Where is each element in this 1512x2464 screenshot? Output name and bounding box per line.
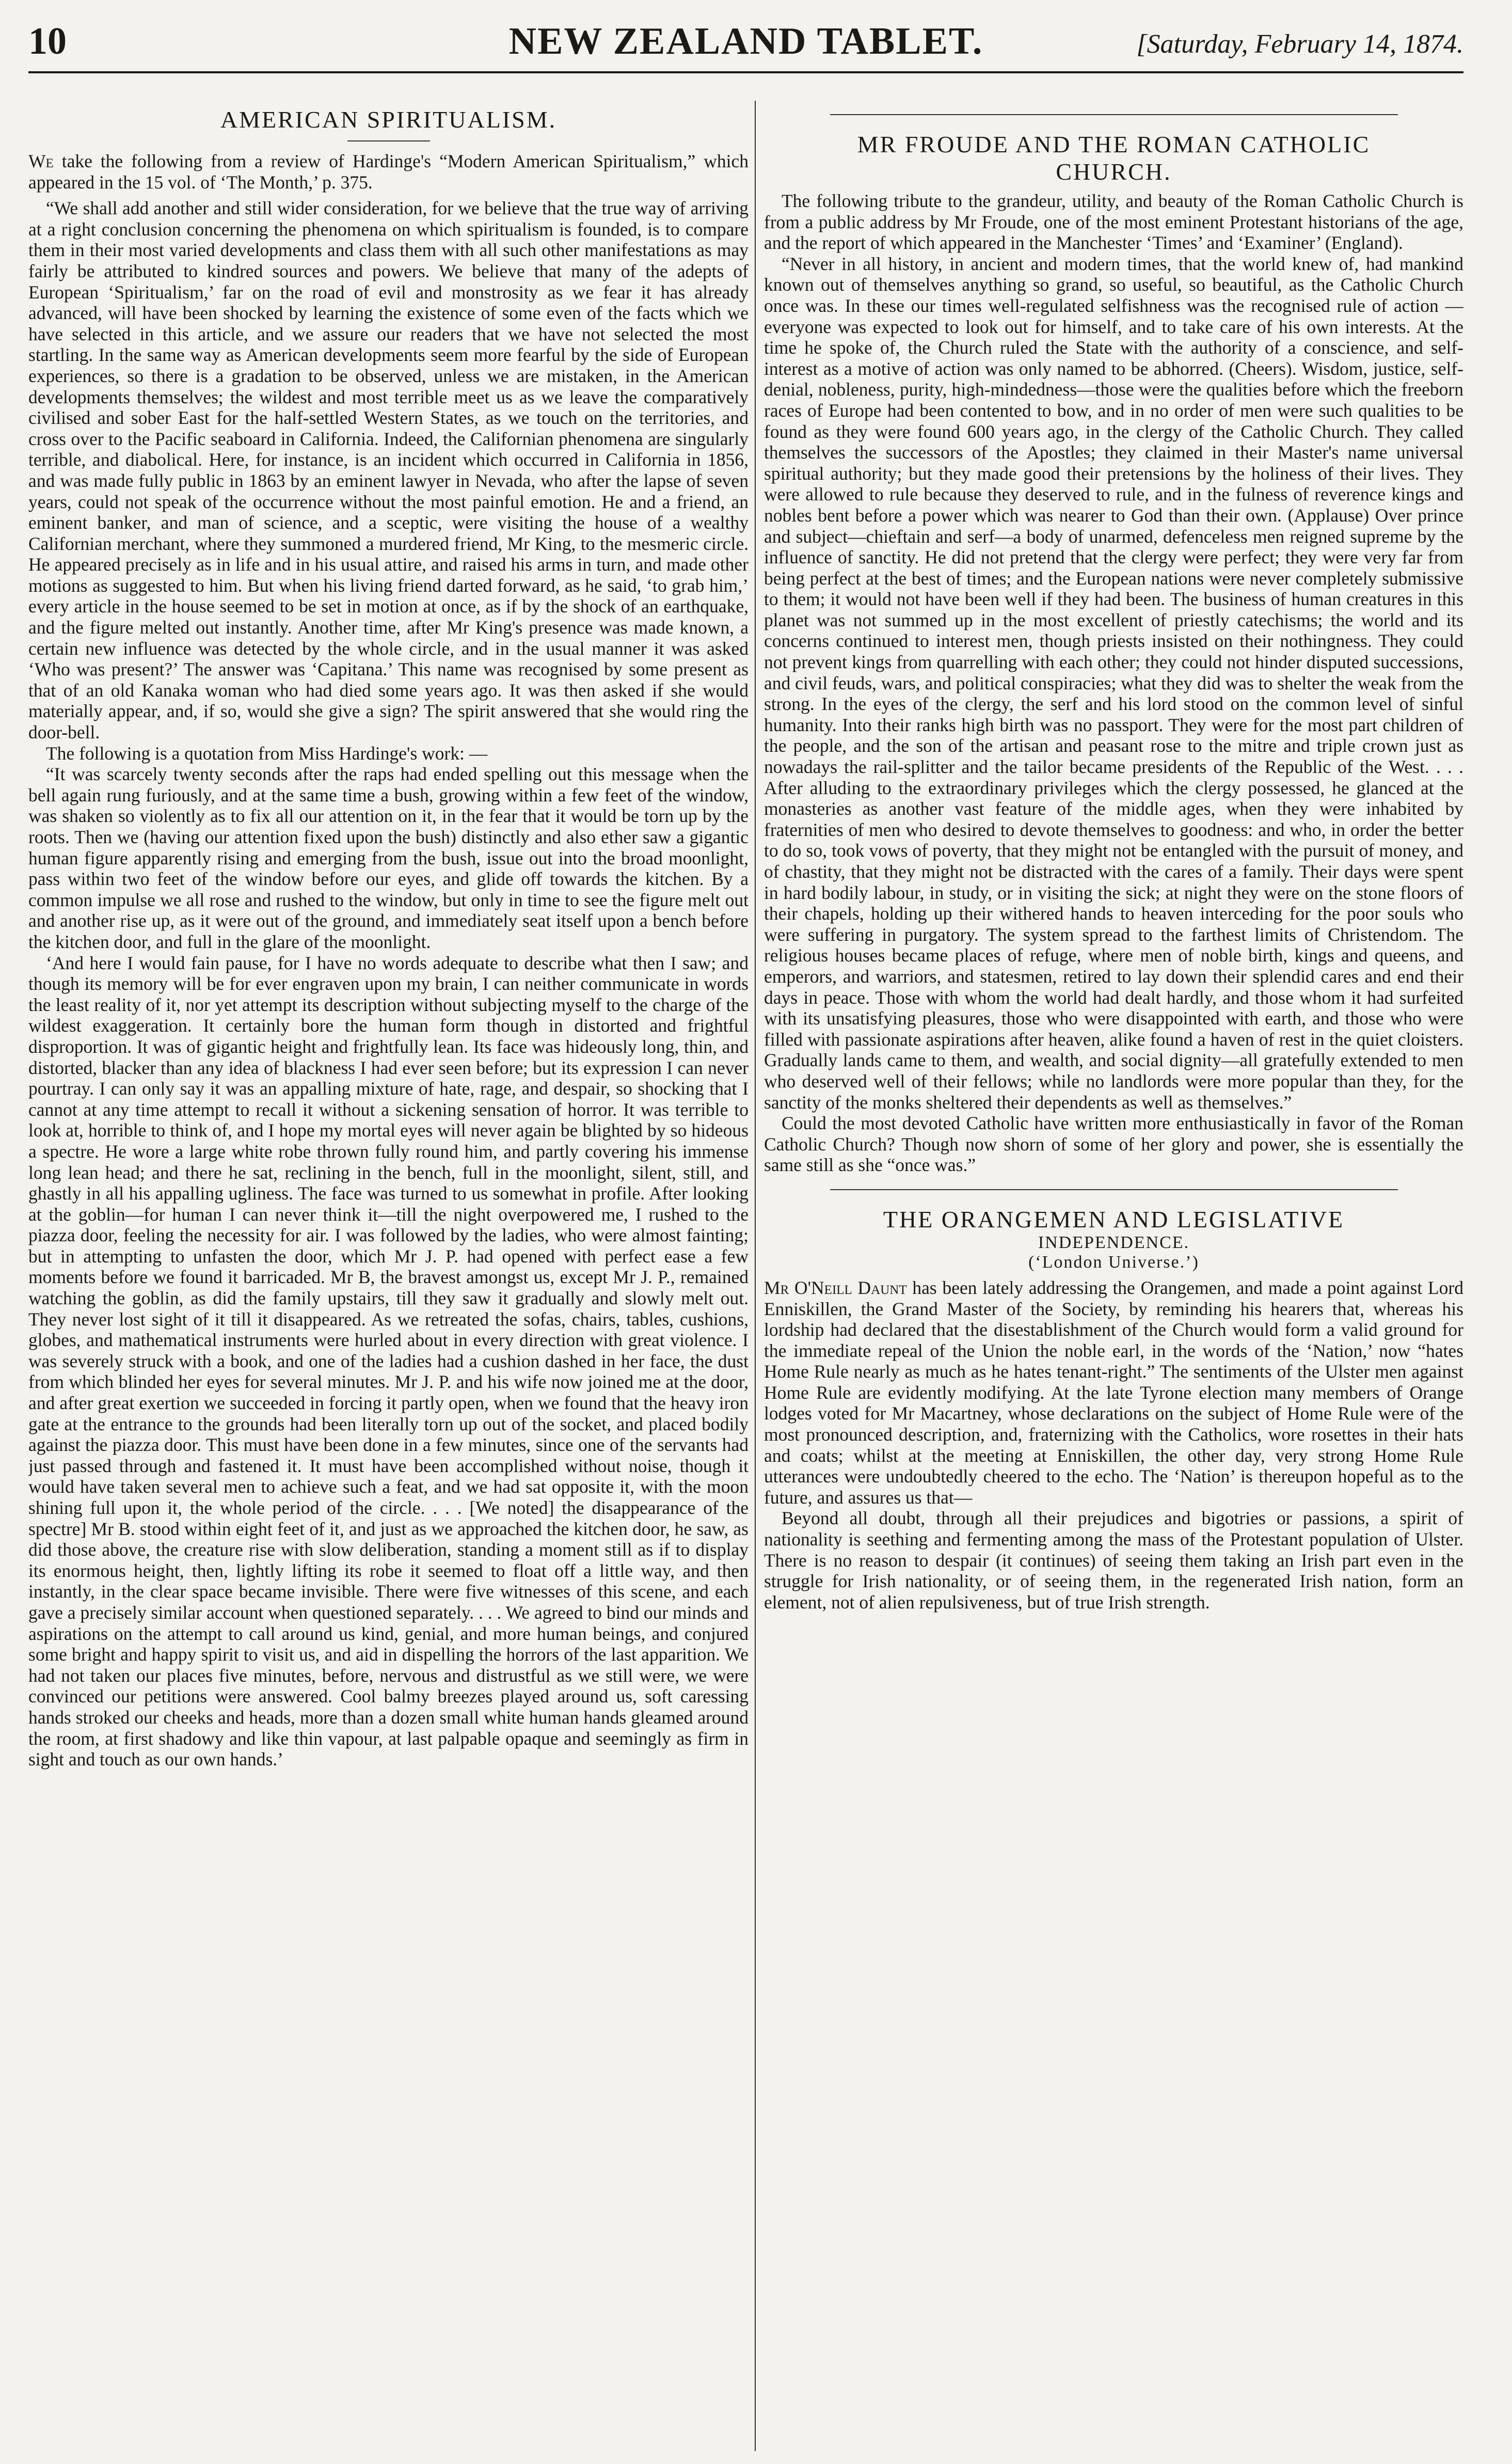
page-number: 10 [28, 20, 67, 62]
column-divider [755, 101, 756, 2451]
section-rule [830, 114, 1398, 115]
article-paragraph: “It was scarcely twenty seconds after the raps had ended spelling out this message when the bell again rung furiously, and at the same time a bush, growing within a few feet of the window, was shaken so violently as to fix all our attention on it, in the fear that it would be torn up by the roots. Then we (having our attention fixed upon the bush) distinctly and also ether saw a gigantic human figure apparently rising and emerging from the bush, issue out into the broad moonlight, pass within two feet of the window before our eyes, and glide off towards the kitchen. By a common impulse we all rose and rushed to the window, but only in time to see the figure melt out and another rise up, as it were out of the ground, and immediately seat itself upon a bench before the kitchen door, and full in the glare of the moonlight. [28, 764, 749, 952]
heading-rule [347, 140, 430, 141]
masthead-rule [28, 71, 1463, 73]
article-paragraph: ‘And here I would fain pause, for I have no words adequate to describe what then I saw; and though its memory will be for ever engraven upon my brain, I can neither communicate in words the least reality of it, nor yet attempt its description without subjecting myself to the charge of the wildest exaggeration. It certainly bore the human form though in distorted and frightful disproportion. It was of gigantic height and frightfully lean. Its face was hideously long, thin, and distorted, blacker than any idea of blackness I had ever seen before; but its expression I can never pourtray. I can only say it was an appalling mixture of hate, rage, and despair, so shocking that I cannot at any time attempt to recall it without a sickening sensation of horror. It was terrible to look at, horrible to think of, and I hope my mortal eyes will never again be blighted by so hideous a spectre. He wore a large white robe thrown fully round him, and partly covering his immense long lean head; and there he sat, reclining in the bench, full in the moonlight, silent, still, and ghastly in all his appalling ugliness. The face was turned to us somewhat in profile. After looking at the goblin—for human I can never think it—till the night overpowered me, I rushed to the piazza door, feeling the necessity for air. I was followed by the ladies, who were almost fainting; but in attempting to unfasten the door, which Mr J. P. had opened with perfect ease a few moments before we found it barricaded. Mr B, the bravest amongst us, except Mr J. P., remained watching the goblin, as did the family upstairs, till they saw it gradually and slowly melt out. They never lost sight of it till it disappeared. As we retreated the sofas, chairs, tables, cushions, globes, and mathematical instruments were hurled about in every direction with great violence. I was severely struck with a book, and one of the ladies had a cushion dashed in her face, the dust from which blinded her eyes for several minutes. Mr J. P. and his wife now joined me at the door, and after great exertion we succeeded in forcing it partly open, when we found that the heavy iron gate at the entrance to the grounds had been literally torn up out of the socket, and placed bodily against the piazza door. This must have been done in a few minutes, since one of the servants had just passed through and fastened it. It must have been accomplished without noise, though it would have taken several men to achieve such a feat, and we had sat opposite it, with the moon shining full upon it, the whole period of the circle. . . . [We noted] the disappearance of the spectre] Mr B. stood within eight feet of it, and just as we approached the kitchen door, he saw, as did those above, the creature rise with slow deliberation, standing a moment still as if to display its enormous height, then, lightly lifting its robe it seemed to float off a little way, and then instantly, in the clear space became invisible. There were five witnesses of this scene, and each gave a precisely similar account when questioned separately. . . . We agreed to bind our minds and aspirations on the attempt to call around us kind, genial, and more human beings, and conjured some bright and happy spirit to visit us, and aid in dispelling the horrors of the last apparition. We had not taken our places five minutes, before, nervous and distrustful as we still were, we were convinced our petitions were answered. Cool balmy breezes played around us, soft caressing hands stroked our cheeks and heads, more than a dozen small white human hands gleamed around the room, at first shadowy and like thin vapour, at last palpable opaque and seemingly as firm in sight and touch as our own hands.’ [28, 952, 749, 1770]
article-source: (‘London Universe.’) [1028, 1252, 1199, 1272]
right-column [764, 101, 1463, 2451]
paragraph-text: has been lately addressing the Orangemen, and made a point against Lord Enniskillen, the Grand Master of the Society, by reminding his hearers that, whereas his lordship had declared that the disestablishment of the Church would form a valid ground for the immediate repeal of the Union the noble earl, in the words of the ‘Nation,’ now “hates Home Rule nearly as much as he hates tenant-right.” The sentiments of the Ulster men against Home Rule are evidently modifying. At the late Tyrone election many members of Orange lodges voted for Mr Macartney, whose declarations on the subject of Home Rule were of the most pronounced description, and, fraternizing with the Catholics, wore rosettes in their hats and coats; whilst at the meeting at Enniskillen, the other day, very strong Home Rule utterances were undoubtedly cheered to the echo. The ‘Nation’ is thereupon hopeful as to the future, and assures us that— [764, 1277, 1463, 1508]
article-paragraph: “Never in all history, in ancient and modern times, that the world knew of, had mankind known out of themselves anything so grand, so useful, so beautiful, as the Catholic Church once was. In these our times well-regulated selfishness was the recognised rule of action —everyone was expected to look out for himself, and to take care of his own interests. At the time he spoke of, the Church ruled the State with the authority of a conscience, and self-interest as a motive of action was only named to be abhorred. (Cheers). Wisdom, justice, self-denial, nobleness, purity, high-mindedness—those were the qualities before which the freeborn races of Europe had been contented to bow, and in no order of men were such qualities to be found as they were found 600 years ago, in the clergy of the Catholic Church. They called themselves the successors of the Apostles; they claimed in their Master's name universal spiritual authority; but they made good their pretensions by the holiness of their lives. They were allowed to rule because they deserved to rule, and in the fulness of reverence kings and nobles bent before a power which was nearer to God than their own. (Applause) Over prince and subject—chieftain and serf—a body of unarmed, defenceless men reigned supreme by the influence of sanctity. He did not pretend that the clergy were perfect; they were very far from being perfect at the best of times; and the European nations were never completely submissive to them; it would not have been well if they had been. The business of human creatures in this planet was not summed up in the most excellent of priestly catechisms; the world and its concerns continued to interest men, though priests insisted on their nothingness. They could not prevent kings from quarrelling with each other; they could not hinder disputed successions, and civil feuds, wars, and political conspiracies; what they did was to shelter the weak from the strong. In the eyes of the clergy, the serf and his lord stood on the common level of sinful humanity. Into their ranks high birth was no passport. They were for the most part children of the people, and the son of the artisan and peasant rose to the mitre and triple crown just as nowadays the rail-splitter and the tailor became presidents of the Republic of the West. . . . After alluding to the extraordinary privileges which the clergy possessed, he glanced at the monasteries as another vast feature of the middle ages, when they were inhabited by fraternities of men who desired to devote themselves to goodness: and who, in order the better to do so, took vows of poverty, that they might not be entangled with the pursuit of money, and of chastity, that they might not be distracted with the cares of a family. Their days were spent in hard bodily labour, in study, or in visiting the sick; at night they were on the stone floors of their chapels, holding up their withered hands to heaven interceding for the poor souls who were suffering in purgatory. The system spread to the farthest limits of Christendom. The religious houses became places of refuge, where men of noble birth, kings and queens, and emperors, and warriors, and statesmen, retired to lay down their splendid cares and end their days in peace. Those with whom the world had dealt hardly, and those whom it had surfeited with its unsatisfying pleasures, those who were disappointed with earth, and those who were filled with passionate aspirations after heaven, alike found a haven of rest in the quiet cloisters. Gradually lands came to them, and wealth, and social dignity—all gratefully extended to men who deserved well of their fellows; while no landlords were more popular than they, for the sanctity of the monks sheltered their dependents as well as themselves.” [764, 253, 1463, 1113]
newspaper-title: NEW ZEALAND TABLET. [508, 20, 983, 62]
article-paragraph: The following tribute to the grandeur, utility, and beauty of the Roman Catholic Church is from a public address by Mr Froude, one of the most eminent Protestant historians of the age, and the report of which appeared in the Manchester ‘Times’ and ‘Examiner’ (England). [764, 191, 1463, 254]
article-paragraph: Beyond all doubt, through all their prejudices and bigotries or passions, a spirit of nationality is seething and fermenting among the mass of the Protestant population of Ulster. There is no reason to despair (it continues) of seeing them taking an Irish part even in the struggle for Irish nationality, or of seeing them, in the regenerated Irish nation, form an element, not of alien repulsiveness, but of true Irish strength. [764, 1508, 1463, 1613]
article-paragraph: The following is a quotation from Miss Hardinge's work: — [46, 743, 488, 764]
article-intro [28, 151, 749, 193]
heading-line: CHURCH. [1056, 159, 1172, 185]
heading-line: MR FROUDE AND THE ROMAN CATHOLIC [857, 131, 1371, 157]
masthead [28, 20, 1463, 74]
article-subheading: INDEPENDENCE. [1038, 1233, 1190, 1252]
lead-name: Mr O'Neill Daunt [764, 1277, 907, 1298]
issue-date: [Saturday, February 14, 1874. [1136, 29, 1463, 59]
left-column [28, 101, 749, 2451]
section-rule [830, 1189, 1398, 1190]
article-heading-orangemen: THE ORANGEMEN AND LEGISLATIVE [883, 1206, 1345, 1233]
article-paragraph [764, 1277, 1463, 1508]
article-heading-spiritualism: AMERICAN SPIRITUALISM. [220, 106, 557, 133]
article-heading-froude [764, 131, 1463, 185]
intro-lead: We [28, 151, 54, 171]
article-paragraph: “We shall add another and still wider consideration, for we believe that the true way of arriving at a right conclusion concerning the phenomena on which spiritualism is founded, is to compare them in their most varied developments and class them with all such other manifestations as may fairly be attributed to kindred sources and powers. We believe that many of the adepts of European ‘Spiritualism,’ far on the road of evil and monstrosity as we fear it has already advanced, will have been shocked by learning the existence of some even of the facts which we have selected in this article, and we assure our readers that we have not selected the most startling. In the same way as American developments seem more fearful by the side of European experiences, so there is a gradation to be observed, unless we are mistaken, in the American developments themselves; the wildest and most terrible meet us as we leave the comparatively civilised and sober East for the half-settled Western States, as we touch on the territories, and cross over to the Pacific seaboard in California. Indeed, the Californian phenomena are singularly terrible, and diabolical. Here, for instance, is an incident which occurred in California in 1856, and was made fully public in 1863 by an eminent lawyer in Nevada, who after the lapse of seven years, could not speak of the occurrence without the most painful emotion. He and a friend, an eminent banker, and man of science, and a sceptic, were visiting the house of a wealthy Californian merchant, where they summoned a murdered friend, Mr King, to the mesmeric circle. He appeared precisely as in life and in his usual attire, and raised his arms in turn, and made other motions as suggested to him. But when his living friend darted forward, as he said, ‘to grab him,’ every article in the house seemed to be set in motion at once, as if by the shock of an earthquake, and the figure melted out instantly. Another time, after Mr King's presence was made known, a certain new influence was detected by the whole circle, and in the usual manner it was asked ‘Who was present?’ The answer was ‘Capitana.’ This name was recognised by some present as that of an old Kanaka woman who had died some years ago. It was then asked if she would materially appear, and, if so, would she give a sign? The spirit answered that she would ring the door-bell. [28, 198, 749, 743]
intro-text: take the following from a review of Hardinge's “Modern American Spiritualism,” which appeared in the 15 vol. of ‘The Month,’ p. 375. [28, 151, 749, 193]
article-paragraph: Could the most devoted Catholic have written more enthusiastically in favor of the Roman Catholic Church? Though now shorn of some of her glory and power, she is essentially the same still as she “once was.” [764, 1113, 1463, 1176]
